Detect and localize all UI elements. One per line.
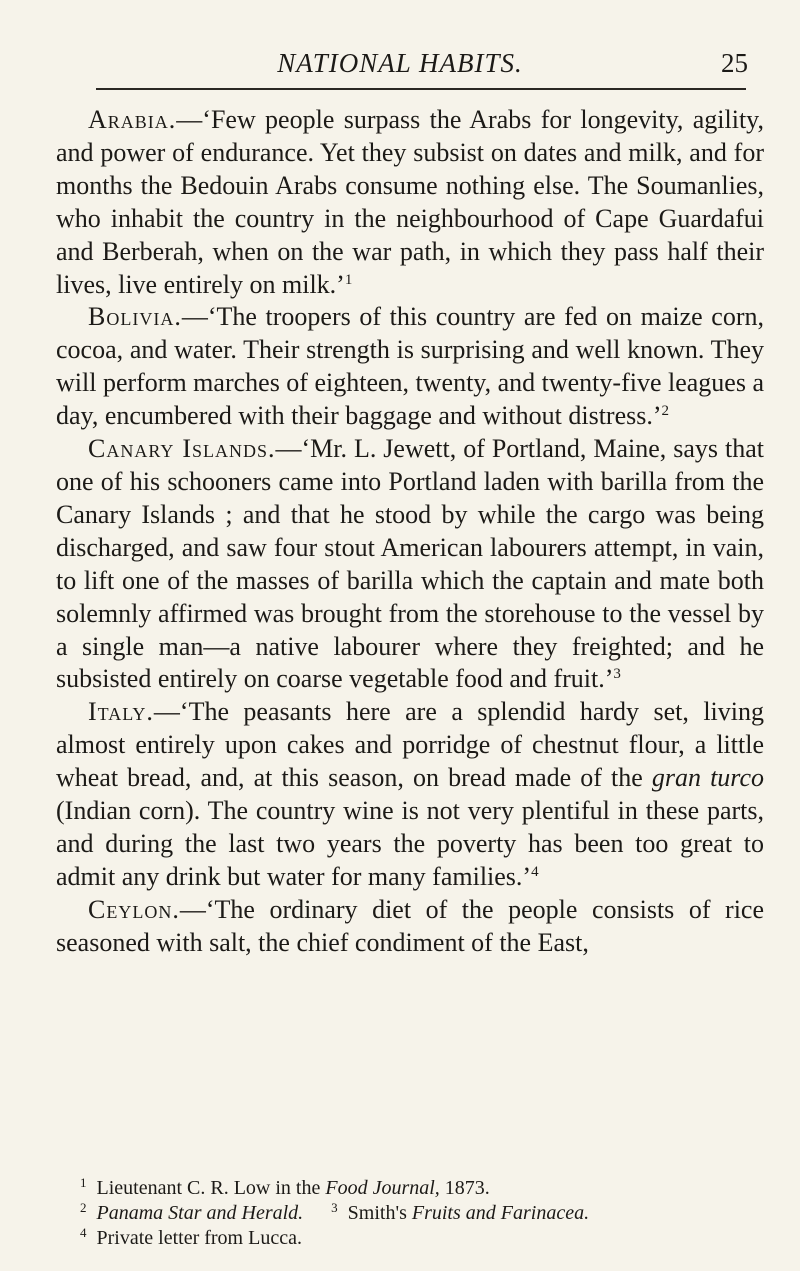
entry-ceylon — [56, 894, 764, 960]
footnote-mark: 2 — [80, 1200, 87, 1215]
entry-italy — [56, 696, 764, 893]
entry-text: —‘The ordinary diet of the people consists of rice seasoned with salt, the chief condiment of the East, — [56, 894, 764, 957]
entry-text: —‘The peasants here are a splendid hardy set, living almost entirely upon cakes and porridge of chestnut flour, a little wheat bread, and, at this season, on bread made of the — [56, 697, 764, 793]
footnote-reference: 3 — [613, 666, 621, 683]
footnote-title: Food Journal, — [325, 1177, 440, 1199]
entry-arabia — [56, 104, 764, 301]
entry-text-continued: (Indian corn). The country wine is not very plentiful in these parts, and during the last two years the poverty has been too great to admit any drink but water for many families.’ — [56, 796, 764, 891]
footnote-text: Private letter from Lucca. — [96, 1227, 302, 1249]
footnote-4 — [80, 1226, 760, 1251]
entry-italic-term: gran turco — [651, 763, 764, 793]
entry-text: —‘Few people surpass the Arabs for longevity, agility, and power of endurance. Yet they subsist on dates and milk, and for months the Bedouin Arabs consume nothing else. The Soumanlies, who inhabit the country in the neighbourhood of Cape Guardafui and Berberah, when on the war path, in which they pass half their lives, live entirely on milk.’ — [56, 105, 764, 299]
entry-heading: Ceylon. — [88, 894, 180, 924]
footnote-mark: 4 — [80, 1225, 87, 1240]
footnote-1 — [80, 1176, 760, 1201]
header-rule — [96, 88, 746, 90]
footnote-title: Panama Star and Herald. — [96, 1202, 304, 1224]
entry-bolivia — [56, 301, 764, 433]
footnote-reference: 2 — [661, 403, 670, 420]
footnote-year: 1873. — [439, 1177, 490, 1199]
running-title: NATIONAL HABITS. — [277, 48, 523, 78]
entry-heading: Bolivia. — [88, 302, 182, 332]
footnotes-2-3 — [80, 1201, 760, 1226]
entry-heading: Canary Islands. — [88, 434, 276, 464]
page-number: 25 — [721, 48, 748, 78]
footnote-reference: 4 — [531, 863, 539, 880]
footnote-title: Fruits and Farinacea. — [411, 1202, 590, 1224]
body-text — [56, 104, 764, 960]
entry-text: —‘Mr. L. Jewett, of Portland, Maine, says that one of his schooners came into Portland laden with barilla from the Canary Islands ; and that he stood by while the cargo was being discharged, and saw four stout American labourers attempt, in vain, to lift one of the masses of barilla which the captain and mate both solemnly affirmed was brought from the storehouse to the vessel by a single man—a native labourer where they freighted; and he subsisted entirely on coarse vegetable food and fruit.’ — [56, 434, 764, 694]
footnote-text: Smith's — [347, 1202, 412, 1224]
entry-heading: Italy. — [88, 697, 154, 727]
footnote-mark: 3 — [331, 1200, 338, 1215]
entry-canary-islands — [56, 433, 764, 696]
footnotes — [80, 1176, 760, 1251]
entry-heading: Arabia. — [88, 105, 177, 134]
footnote-mark: 1 — [80, 1175, 87, 1190]
footnote-reference: 1 — [344, 271, 353, 288]
entry-text: —‘The troopers of this country are fed on maize corn, cocoa, and water. Their strength is surprising and well known. They will perform marches of eighteen, twenty, and twenty-five leagues a day, encumbered with their baggage and without distress.’ — [56, 302, 764, 431]
footnote-text: Lieutenant C. R. Low in the — [96, 1177, 326, 1199]
